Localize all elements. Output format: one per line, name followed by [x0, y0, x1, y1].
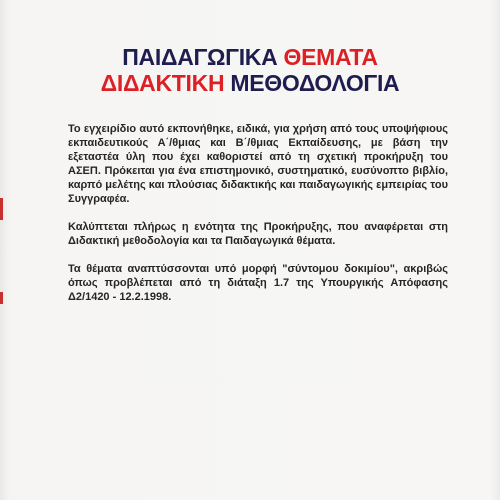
blurb-paragraph-3: Τα θέματα αναπτύσσονται υπό μορφή "σύντομου δοκιμίου", ακριβώς όπως προβλέπεται από τη διάταξη 1.7 της Υπουργικής Απόφασης Δ2/1420 - 12.2.1998.	[68, 263, 448, 303]
title-word-didaktiki: ΔΙΔΑΚΤΙΚΗ	[100, 70, 225, 96]
title-line-1	[0, 44, 500, 70]
blurb-paragraph-1: Το εγχειρίδιο αυτό εκπονήθηκε, ειδικά, για χρήση από τους υποψήφιους εκπαιδευτικούς Α΄/θμιας και Β΄/θμιας Εκπαίδευσης, με βάση την εξεταστέα ύλη που έχει καθοριστεί από τη σχετική προκήρυξη του ΑΣΕΠ. Πρόκειται για ένα επιστημονικό, συστηματικό, ευσύνοπτο βιβλίο, καρπό μελέτης και πλούσιας διδακτικής και παιδαγωγικής εμπειρίας του Συγγραφέα.	[68, 123, 448, 205]
spine-edge-mark	[0, 292, 3, 304]
spine-edge-mark	[0, 198, 3, 220]
title-word-methodologia: ΜΕΘΟΔΟΛΟΓΙΑ	[230, 70, 400, 96]
title-word-themata: ΘΕΜΑΤΑ	[283, 44, 378, 70]
cover-title	[0, 44, 500, 96]
title-word-paidagogika: ΠΑΙΔΑΓΩΓΙΚΑ	[122, 44, 278, 70]
blurb-text	[68, 122, 448, 304]
blurb-paragraph-2: Καλύπτεται πλήρως η ενότητα της Προκήρυξης, που αναφέρεται στη Διδακτική μεθοδολογία και τα Παιδαγωγικά θέματα.	[68, 221, 448, 247]
title-line-2	[0, 70, 500, 96]
